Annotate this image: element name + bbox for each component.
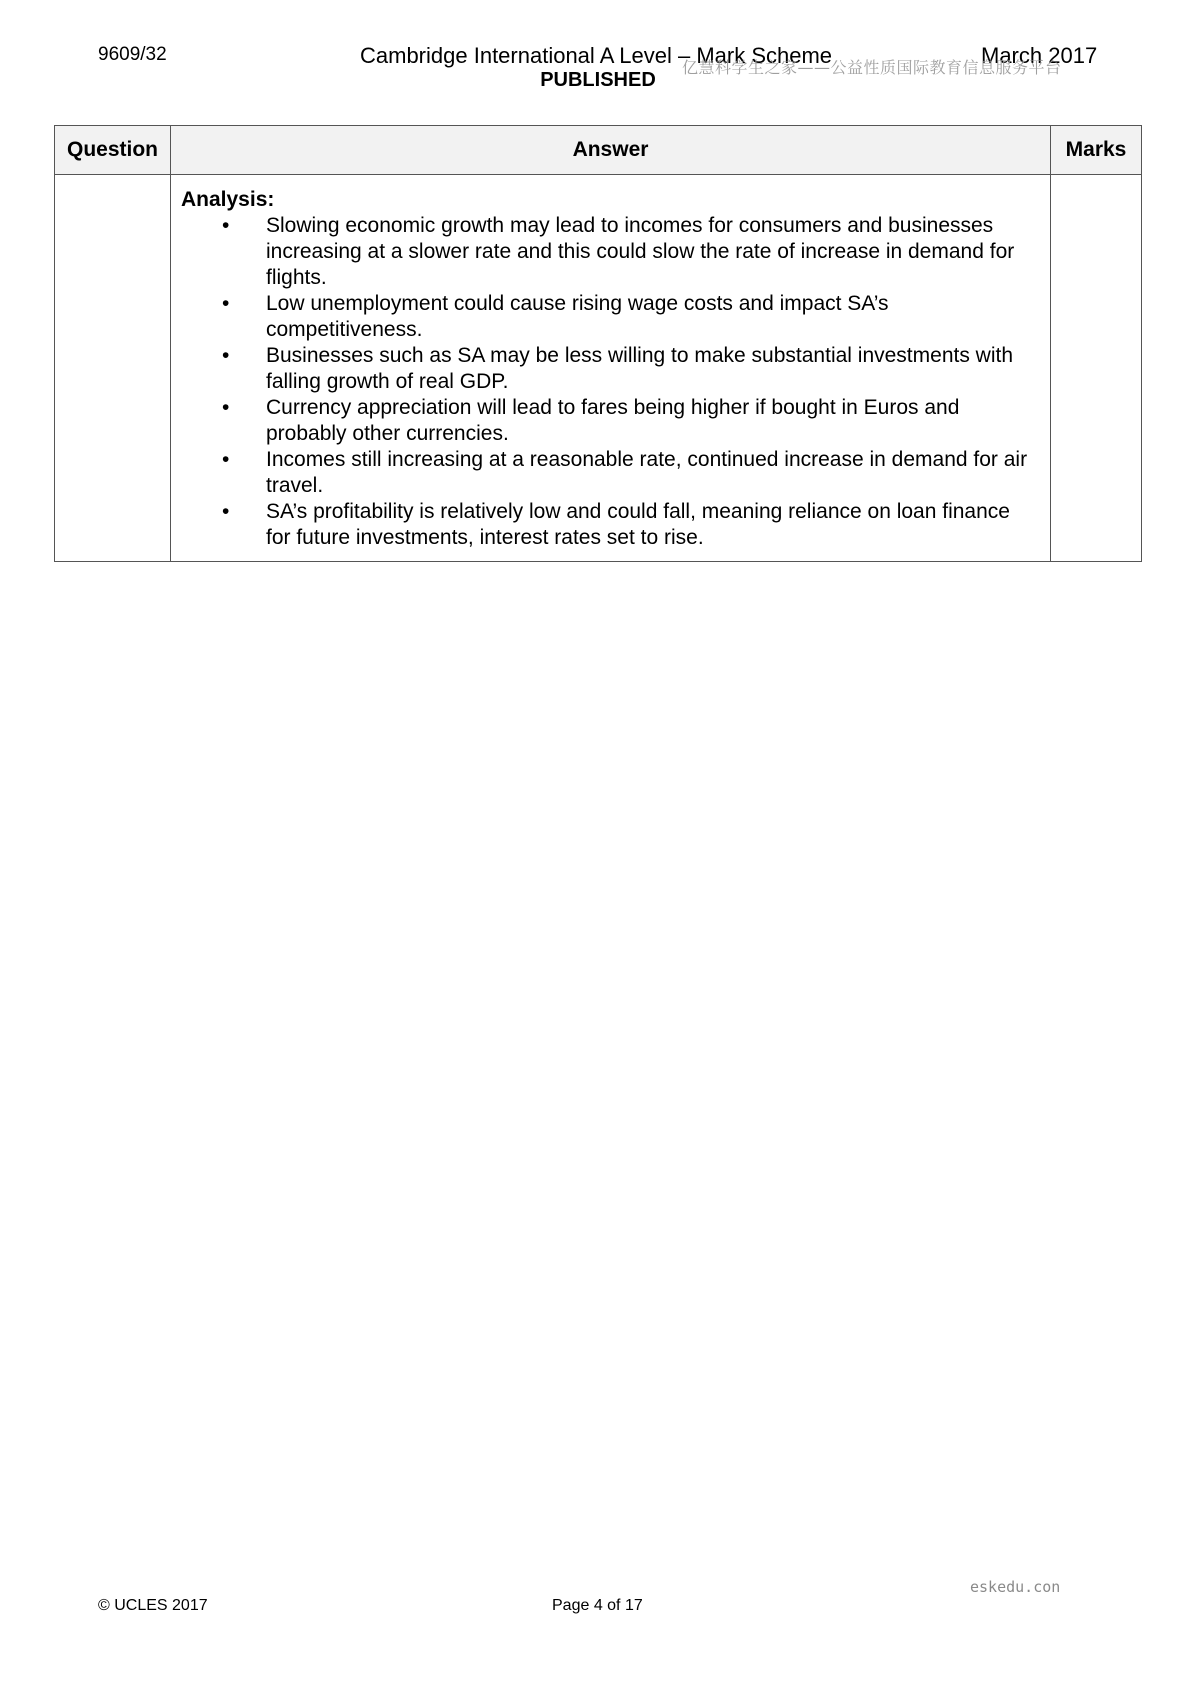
document-title: Cambridge International A Level – Mark Scheme [360,43,833,68]
marks-cell [1051,175,1142,562]
list-item [181,213,1036,291]
question-cell [55,175,171,562]
table-row [55,175,1142,562]
point-text: Low unemployment could cause rising wage costs and impact SA’s competitiveness. [266,292,889,341]
exam-session-date: March 2017 [981,43,1098,68]
bullet-icon: • [222,448,230,471]
paper-code: 9609/32 [98,44,167,65]
list-item [181,291,1036,343]
watermark-bottom: eskedu.con [970,1578,1061,1596]
list-item [181,447,1036,499]
point-text: Slowing economic growth may lead to incomes for consumers and businesses increasing at a slower rate and this could slow the rate of increase in demand for flights. [266,214,1015,289]
bullet-icon: • [222,214,230,237]
published-label: PUBLISHED [540,69,656,91]
point-text: SA’s profitability is relatively low and could fall, meaning reliance on loan finance for future investments, interest rates set to rise. [266,500,1010,549]
copyright-notice: © UCLES 2017 [98,1597,208,1614]
bullet-icon: • [222,344,230,367]
bullet-icon: • [222,396,230,419]
list-item [181,395,1036,447]
analysis-heading: Analysis: [181,188,275,211]
bullet-icon: • [222,500,230,523]
answer-cell [171,175,1051,562]
page-number: Page 4 of 17 [552,1597,643,1614]
list-item [181,499,1036,551]
point-text: Businesses such as SA may be less willing to make substantial investments with falling growth of real GDP. [266,344,1014,393]
column-header-answer: Answer [171,126,1051,175]
mark-scheme-table [54,125,1142,562]
table-header-row [55,126,1142,175]
watermark-top: 亿慧科学生之家——公益性质国际教育信息服务平台 [682,58,1062,77]
bullet-icon: • [222,292,230,315]
list-item [181,343,1036,395]
point-text: Incomes still increasing at a reasonable rate, continued increase in demand for air travel. [266,448,1028,497]
column-header-marks: Marks [1051,126,1142,175]
point-text: Currency appreciation will lead to fares being higher if bought in Euros and probably other currencies. [266,396,960,445]
column-header-question: Question [55,126,171,175]
analysis-points-list [181,213,1036,551]
